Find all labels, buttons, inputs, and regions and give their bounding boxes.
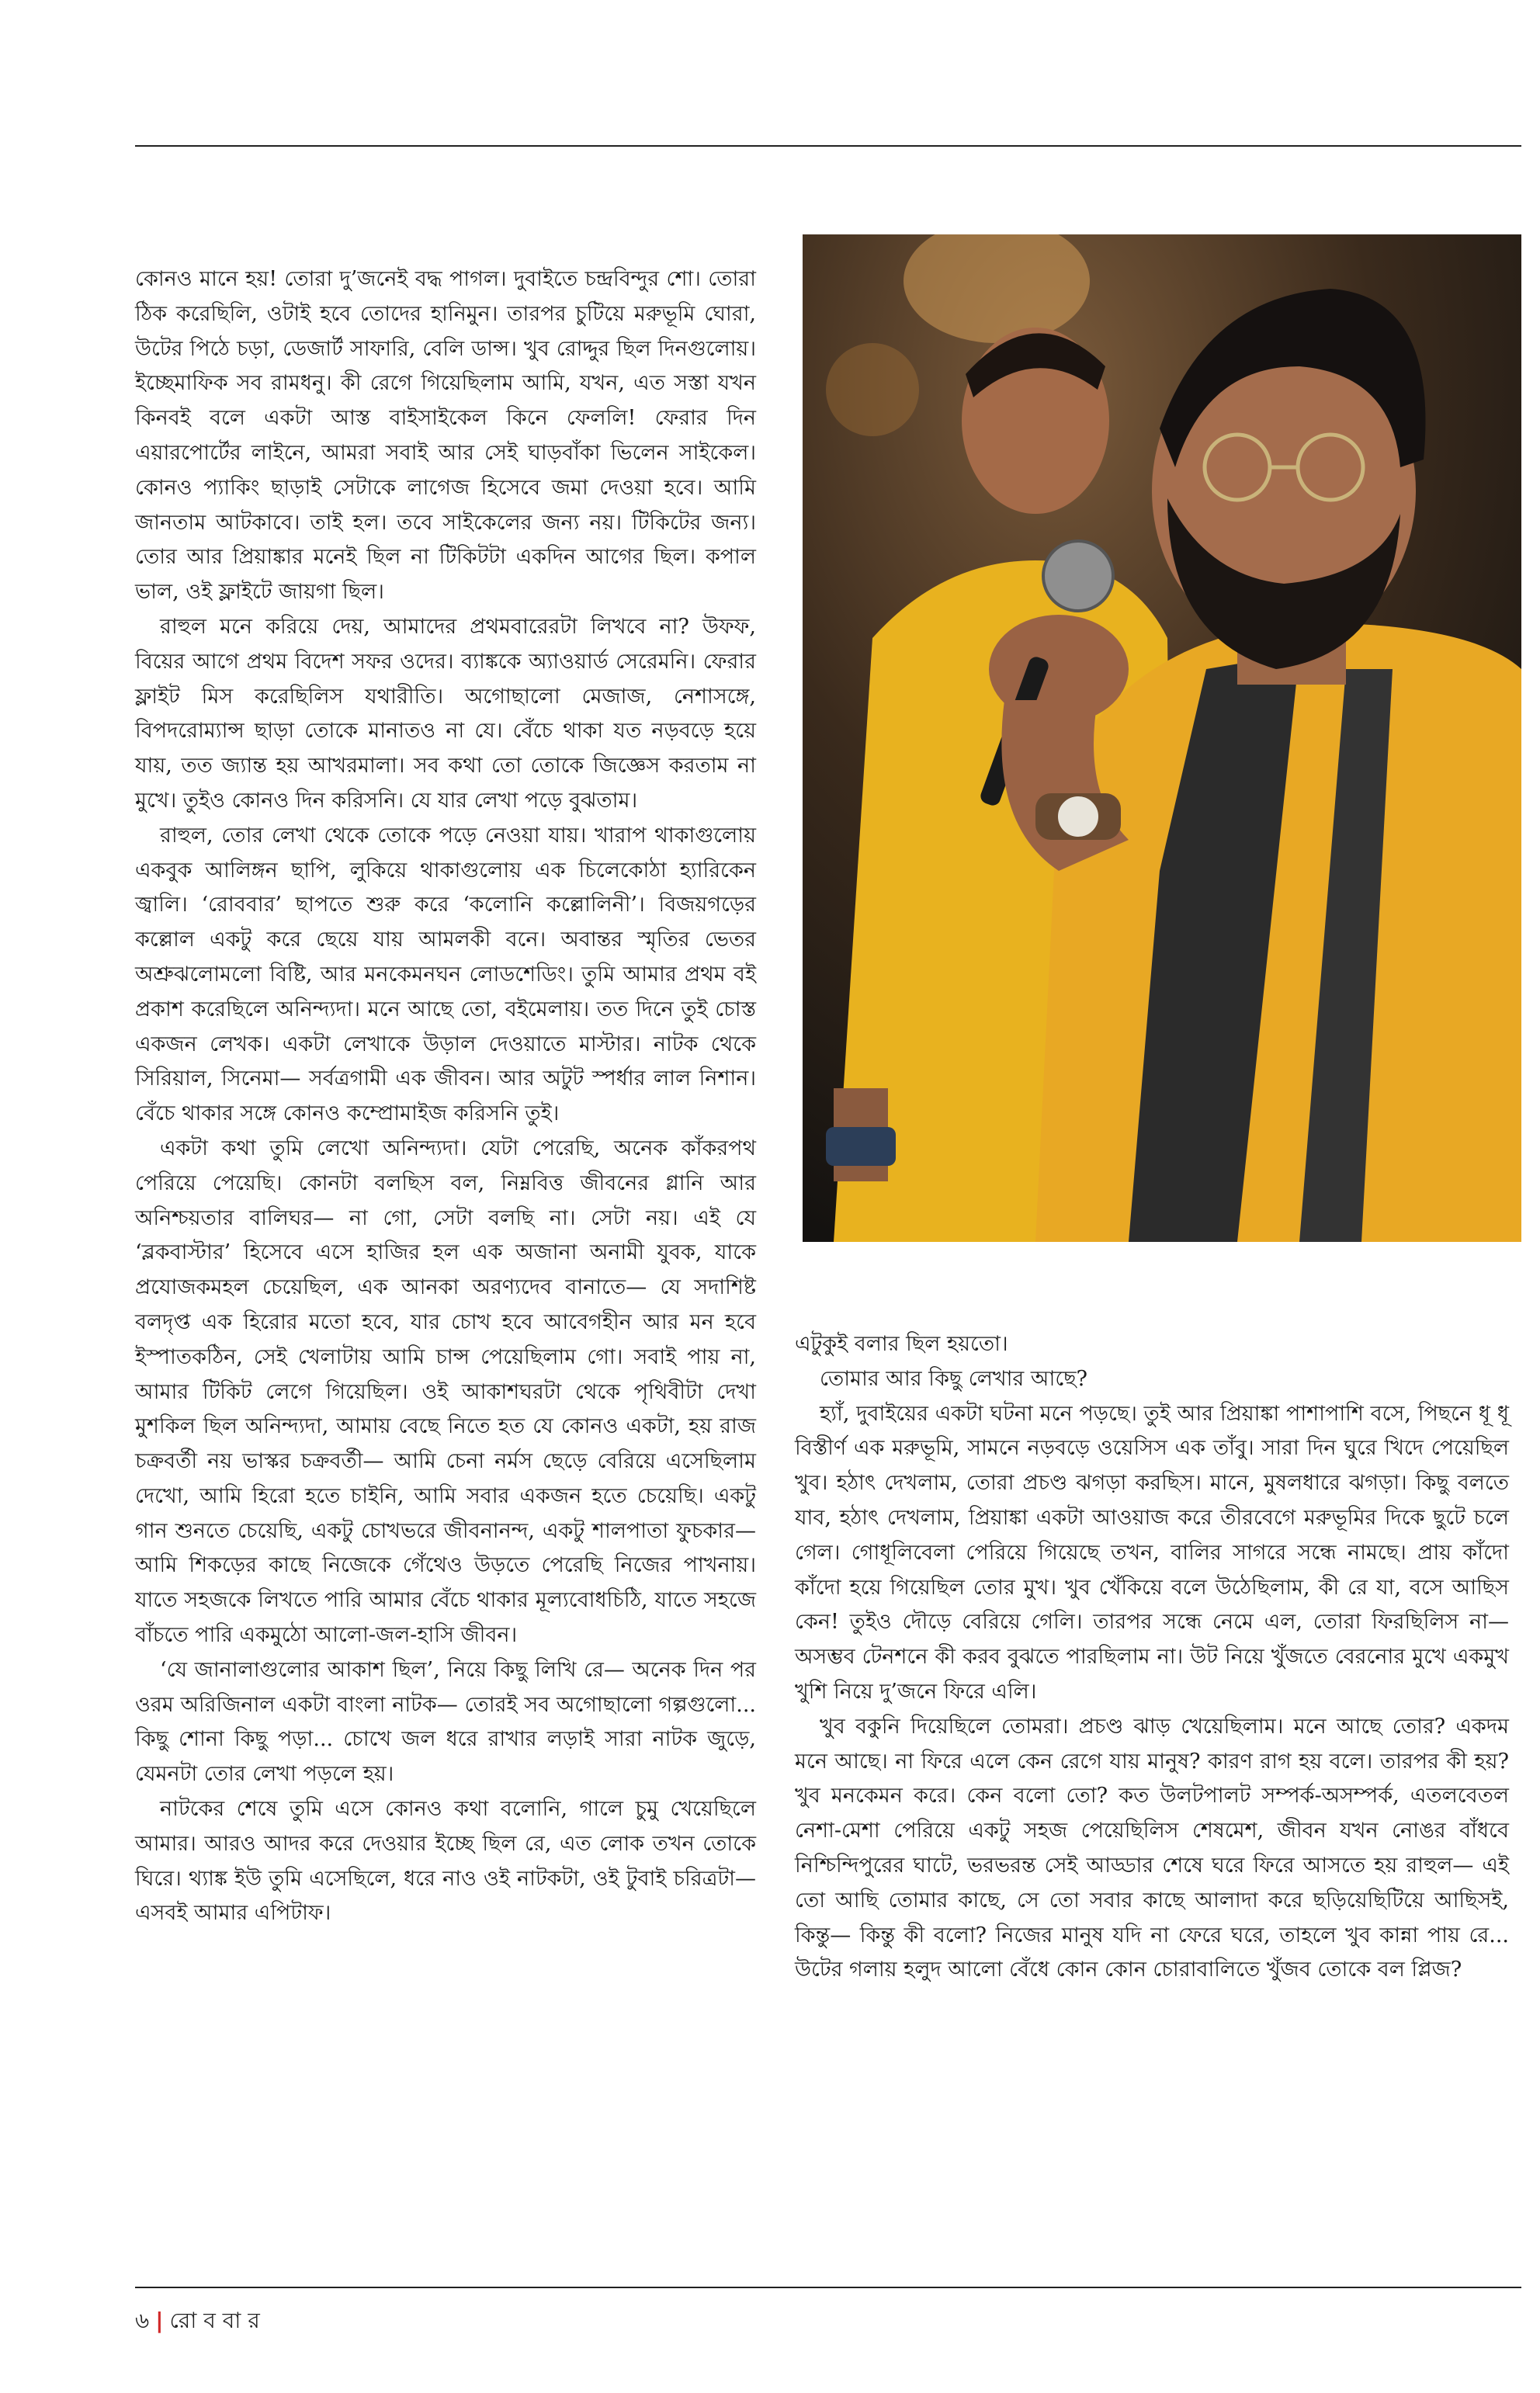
paragraph: ‘যে জানালাগুলোর আকাশ ছিল’, নিয়ে কিছু লিখি রে— অনেক দিন পর ওরম অরিজিনাল একটা বাংলা নাটক— তোরই সব অগোছালো গল্পগুলো... কিছু শোনা কিছু পড়া... চোখে জল ধরে রাখার লড়াই সারা নাটক জুড়ে, যেমনটা তোর লেখা পড়লে হয়। <box>135 1657 756 1787</box>
bottom-rule <box>135 2287 1521 2288</box>
paragraph: এটুকুই বলার ছিল হয়তো। <box>795 1332 1008 1356</box>
paragraph: খুব বকুনি দিয়েছিলে তোমরা। প্রচণ্ড ঝাড় খেয়েছিলাম। মনে আছে তোর? একদম মনে আছে। না ফিরে এলে কেন রেগে যায় মানুষ? কারণ রাগ হয় বলে। তারপর কী হয়? খুব মনকেমন করে। কেন বলো তো? কত উলটপালট সম্পর্ক-অসম্পর্ক, এতলবেতল নেশা-মেশা পেরিয়ে একটু সহজ পেয়েছিলিস শেষমেশ, জীবন যখন নোঙর বাঁধবে নিশ্চিন্দিপুরের ঘাটে, ভরভরন্ত সেই আড্ডার শেষে ঘরে ফিরে আসতে হয় রাহুল— এই তো আছি তোমার কাছে, সে তো সবার কাছে আলাদা করে ছড়িয়েছিটিয়ে আছিসই, কিন্তু— কিন্তু কী বলো? নিজের মানুষ যদি না ফেরে ঘরে, তাহলে খুব কান্না পায় রে... উটের গলায় হলুদ আলো বেঁধে কোন কোন চোরাবালিতে খুঁজব তোকে বল প্লিজ? <box>795 1714 1509 1982</box>
article-photo <box>803 234 1521 1242</box>
page-footer <box>135 2304 260 2340</box>
page-number: ৬ <box>135 2308 150 2333</box>
paragraph: রাহুল, তোর লেখা থেকে তোকে পড়ে নেওয়া যায়। খারাপ থাকাগুলোয় একবুক আলিঙ্গন ছাপি, লুকিয়ে থাকাগুলোয় এক চিলেকোঠা হ্যারিকেন জ্বালি। ‘রোববার’ ছাপতে শুরু করে ‘কলোনি কল্লোলিনী’। বিজয়গড়ের কল্লোল একটু করে ছেয়ে যায় আমলকী বনে। অবান্তর স্মৃতির ভেতর অশ্রুঝলোমলো বিষ্টি, আর মনকেমনঘন লোডশেডিং। তুমি আমার প্রথম বই প্রকাশ করেছিলে অনিন্দ্যদা। মনে আছে তো, বইমেলায়। তত দিনে তুই চোস্ত একজন লেখক। একটা লেখাকে উড়াল দেওয়াতে মাস্টার। নাটক থেকে সিরিয়াল, সিনেমা— সর্বত্রগামী এক জীবন। আর অটুট স্পর্ধার লাল নিশান। বেঁচে থাকার সঙ্গে কোনও কম্প্রোমাইজ করিসনি তুই। <box>135 823 756 1126</box>
paragraph: নাটকের শেষে তুমি এসে কোনও কথা বলোনি, গালে চুমু খেয়েছিলে আমার। আরও আদর করে দেওয়ার ইচ্ছে ছিল রে, এত লোক তখন তোকে ঘিরে। থ্যাঙ্ক ইউ তুমি এসেছিলে, ধরে নাও ওই নাটকটা, ওই টুবাই চরিত্রটা— এসবই আমার এপিটাফ। <box>135 1797 756 1926</box>
footer-separator: | <box>155 2308 164 2333</box>
magazine-name: রো ব বা র <box>169 2308 260 2333</box>
paragraph: রাহুল মনে করিয়ে দেয়, আমাদের প্রথমবারেরটা লিখবে না? উফফ, বিয়ের আগে প্রথম বিদেশ সফর ওদের। ব্যাঙ্ককে অ্যাওয়ার্ড সেরেমনি। ফেরার ফ্লাইট মিস করেছিলিস যথারীতি। অগোছালো মেজাজ, নেশাসঙ্গে, বিপদরোম্যান্স ছাড়া তোকে মানাতও না যে। বেঁচে থাকা যত নড়বড়ে হয়ে যায়, তত জ্যান্ত হয় আখরমালা। সব কথা তো তোকে জিজ্ঞেস করতাম না মুখে। তুইও কোনও দিন করিসনি। যে যার লেখা পড়ে বুঝতাম। <box>135 614 756 813</box>
photo-portrait-icon <box>803 234 1521 1242</box>
paragraph: একটা কথা তুমি লেখো অনিন্দ্যদা। যেটা পেরেছি, অনেক কাঁকরপথ পেরিয়ে পেয়েছি। কোনটা বলছিস বল, নিম্নবিত্ত জীবনের গ্লানি আর অনিশ্চয়তার বালিঘর— না গো, সেটা বলছি না। সেটা নয়। এই যে ‘ব্লকবাস্টার’ হিসেবে এসে হাজির হল এক অজানা অনামী যুবক, যাকে প্রযোজকমহল চেয়েছিল, এক আনকা অরণ্যদেব বানাতে— যে সদাশিষ্ট বলদৃপ্ত এক হিরোর মতো হবে, যার চোখ হবে আবেগহীন আর মন হবে ইস্পাতকঠিন, সেই খেলাটায় আমি চান্স পেয়েছিলাম গো। সবাই পায় না, আমার টিকিট লেগে গিয়েছিল। ওই আকাশঘরটা থেকে পৃথিবীটা দেখা মুশকিল ছিল অনিন্দ্যদা, আমায় বেছে নিতে হত যে কোনও একটা, হয় রাজ চক্রবর্তী নয় ভাস্কর চক্রবর্তী— আমি চেনা নর্মস ছেড়ে বেরিয়ে এসেছিলাম দেখো, আমি হিরো হতে চাইনি, আমি সবার একজন হতে চেয়েছি। একটু গান শুনতে চেয়েছি, একটু চোখভরে জীবনানন্দ, একটু শালপাতা ফুচকার— আমি শিকড়ের কাছে নিজেকে গেঁথেও উড়তে পেরেছি নিজের পাখনায়। যাতে সহজকে লিখতে পারি আমার বেঁচে থাকার মূল্যবোধচিঠি, যাতে সহজে বাঁচতে পারি একমুঠো আলো-জল-হাসি জীবন। <box>135 1136 756 1648</box>
paragraph: তোমার আর কিছু লেখার আছে? <box>820 1366 1088 1391</box>
paragraph: হ্যাঁ, দুবাইয়ের একটা ঘটনা মনে পড়ছে। তুই আর প্রিয়াঙ্কা পাশাপাশি বসে, পিছনে ধূ ধূ বিস্তীর্ণ এক মরুভূমি, সামনে নড়বড়ে ওয়েসিস এক তাঁবু। সারা দিন ঘুরে খিদে পেয়েছিল খুব। হঠাৎ দেখলাম, তোরা প্রচণ্ড ঝগড়া করছিস। মানে, মুষলধারে ঝগড়া। কিছু বলতে যাব, হঠাৎ দেখলাম, প্রিয়াঙ্কা একটা আওয়াজ করে তীরবেগে মরুভূমির দিকে ছুটে চলে গেল। গোধূলিবেলা পেরিয়ে গিয়েছে তখন, বালির সাগরে সন্ধে নামছে। প্রায় কাঁদো কাঁদো হয়ে গিয়েছিল তোর মুখ। খুব খেঁকিয়ে বলে উঠেছিলাম, কী রে যা, বসে আছিস কেন! তুইও দৌড়ে বেরিয়ে গেলি। তারপর সন্ধে নেমে এল, তোরা ফিরছিলিস না— অসম্ভব টেনশনে কী করব বুঝতে পারছিলাম না। উট নিয়ে খুঁজতে বেরনোর মুখে একমুখ খুশি নিয়ে দু’জনে ফিরে এলি। <box>795 1401 1509 1704</box>
top-rule <box>135 145 1521 147</box>
right-column <box>795 1327 1509 1988</box>
paragraph: কোনও মানে হয়! তোরা দু’জনেই বদ্ধ পাগল। দুবাইতে চন্দ্রবিন্দুর শো। তোরা ঠিক করেছিলি, ওটাই হবে তোদের হানিমুন। তারপর চুটিয়ে মরুভূমি ঘোরা, উটের পিঠে চড়া, ডেজার্ট সাফারি, বেলি ডান্স। খুব রোদ্দুর ছিল দিনগুলোয়। ইচ্ছেমাফিক সব রামধনু। কী রেগে গিয়েছিলাম আমি, যখন, এত সস্তা যখন কিনবই বলে একটা আস্ত বাইসাইকেল কিনে ফেললি! ফেরার দিন এয়ারপোর্টের লাইনে, আমরা সবাই আর সেই ঘাড়বাঁকা ভিলেন সাইকেল। কোনও প্যাকিং ছাড়াই সেটাকে লাগেজ হিসেবে জমা দেওয়া হবে। আমি জানতাম আটকাবে। তাই হল। তবে সাইকেলের জন্য নয়। টিকিটের জন্য। তোর আর প্রিয়াঙ্কার মনেই ছিল না টিকিটটা একদিন আগের ছিল। কপাল ভাল, ওই ফ্লাইটে জায়গা ছিল। <box>135 267 756 605</box>
left-column <box>135 262 756 1931</box>
